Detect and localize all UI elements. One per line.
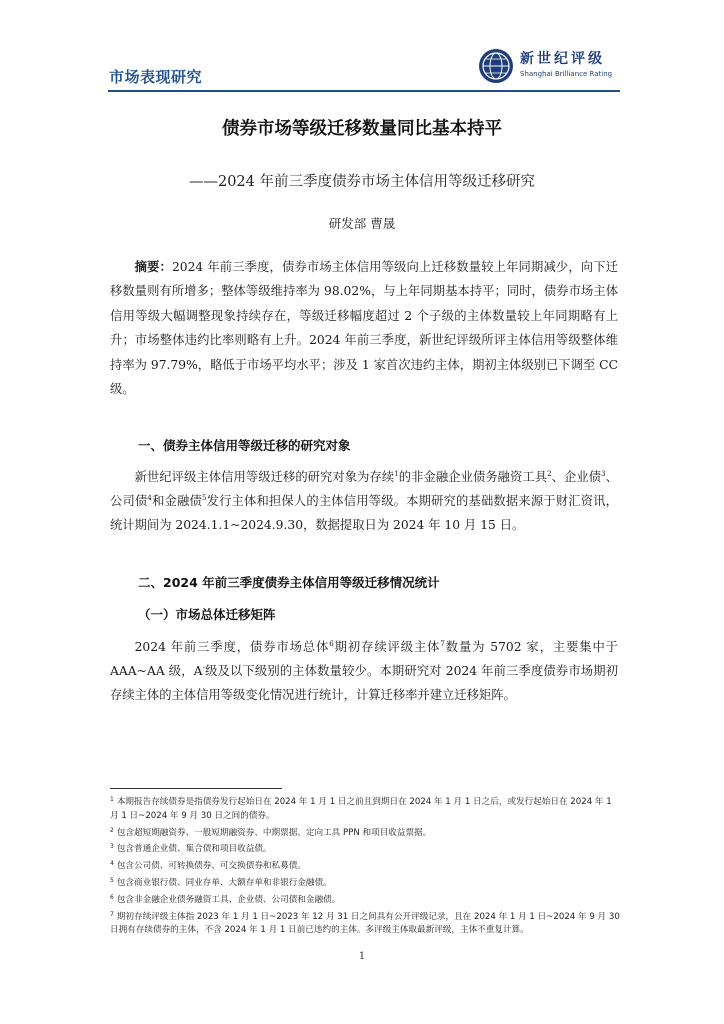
globe-emblem-icon xyxy=(478,48,514,84)
footnote-text: 包含非金融企业债务融资工具、企业债、公司债和金融债。 xyxy=(116,894,341,905)
footnote-text: 期初存续评级主体指 2023 年 1 月 1 日~2023 年 12 月 31 日之间具有公开评级记录，且在 2024 年 1 月 1 日~2024 年 9 月 30 日拥有存续债券的主体，不含 2024 年 1 月 1 日前已违约的主体。多评级主体取最新评级，主体不重复计算。 xyxy=(110,911,620,936)
logo-english-name: Shanghai Brilliance Rating xyxy=(520,70,613,78)
report-subtitle: ——2024 年前三季度债券市场主体信用等级迁移研究 xyxy=(188,174,535,190)
footnote-text: 包含普通企业债、集合债和项目收益债。 xyxy=(116,844,272,855)
text-run: 、企业债 xyxy=(551,470,602,484)
footnote-ref: 6 xyxy=(329,640,334,648)
footnote-divider xyxy=(110,788,282,789)
footnote xyxy=(110,824,620,841)
footnote-ref: 7 xyxy=(440,640,445,648)
text-run: 新世纪评级主体信用等级迁移的研究对象为存续 xyxy=(134,470,395,484)
abstract-text: 2024 年前三季度，债券市场主体信用等级向上迁移数量较上年同期减少，向下迁移数量则有所增多；整体等级维持率为 98.02%，与上年同期基本持平；同时，债券市场主体信用等级大幅调整现象持续存在，等级迁移幅度超过 2 个子级的主体数量较上年同期略有上升；市场整体违约比率则略有上升。2024 年前三季度，新世纪评级所评主体信用等级整体维持率为 97.79%，略低于市场平均水平；涉及 1 家首次违约主体，期初主体级别已下调至 CC 级。 xyxy=(110,260,618,397)
footnote-text: 包含超短期融资券、一般短期融资券、中期票据、定向工具 PPN 和项目收益票据。 xyxy=(116,827,432,838)
footnote-text: 包含公司债、可转换债券、可交换债券和私募债。 xyxy=(116,861,306,872)
footnote xyxy=(110,908,620,939)
footnote-number: 3 xyxy=(110,843,114,851)
report-author: 研发部 曹晟 xyxy=(328,216,396,231)
company-logo xyxy=(478,44,628,88)
subsection-1-heading: （一）市场总体迁移矩阵 xyxy=(138,607,276,622)
footnote-text: 本期报告存续债券是指债券发行起始日在 2024 年 1 月 1 日之前且到期日在 2024 年 1 月 1 日之后，或发行起始日在 2024 年 1 月 1 日~2024 年 9 月 30 日之间的债券。 xyxy=(110,797,612,821)
text-run: 和金融债 xyxy=(151,494,202,509)
text-run: 级及以下级别的主体数量较少。本期研究对 2024 年前三季度债券市场期初存续主体的主体信用等级变化情况进行统计，计算迁移率并建立迁移矩阵。 xyxy=(110,664,618,703)
page-number: 1 xyxy=(358,951,366,962)
footnote-number: 1 xyxy=(110,796,114,803)
text-run: 的非金融企业债务融资工具 xyxy=(398,470,548,484)
footnote-number: 7 xyxy=(110,910,114,918)
superscript-minus: - xyxy=(202,664,205,673)
footnote-ref: 3 xyxy=(601,470,606,478)
report-title: 债券市场等级迁移数量同比基本持平 xyxy=(222,119,502,139)
footnotes xyxy=(110,793,620,938)
section-2-paragraph xyxy=(110,635,618,708)
logo-chinese-name: 新世纪评级 xyxy=(520,51,605,67)
footnote xyxy=(110,891,620,908)
section-1-paragraph xyxy=(110,465,618,538)
footnote-number: 2 xyxy=(110,826,114,834)
text-run: 2024 年前三季度，债券市场总体 xyxy=(134,640,330,654)
abstract xyxy=(110,255,618,401)
report-category: 市场表现研究 xyxy=(109,68,203,86)
section-2-heading: 二、2024 年前三季度债券主体信用等级迁移情况统计 xyxy=(138,575,440,590)
footnote xyxy=(110,874,620,891)
footnote xyxy=(110,840,620,857)
footnote xyxy=(110,793,620,824)
footnote xyxy=(110,857,620,874)
abstract-label: 摘要： xyxy=(134,260,172,274)
text-run: 期初存续评级主体 xyxy=(333,640,441,654)
footnote-number: 4 xyxy=(110,860,114,868)
footnote-text: 包含商业银行债、同业存单、大额存单和非银行金融债。 xyxy=(116,877,332,888)
text-run: 发行主体和担保人的主体信用等级。本期研究的基础数据来源于财汇资讯，统计期间为 2024.1.1~2024.9.30，数据提取日为 2024 年 10 月 15 日。 xyxy=(110,494,618,533)
text-run: 、公司债 xyxy=(110,470,618,509)
header-divider xyxy=(108,90,620,92)
footnote-ref: 1 xyxy=(394,470,399,478)
footnote-ref: 4 xyxy=(147,494,152,503)
footnote-ref: 5 xyxy=(201,494,207,503)
footnote-number: 6 xyxy=(110,893,114,901)
text-run: 数量为 5702 家，主要集中于 AAA~AA 级，A xyxy=(110,640,618,679)
section-1-heading: 一、债券主体信用等级迁移的研究对象 xyxy=(138,438,351,453)
footnote-number: 5 xyxy=(110,876,114,884)
footnote-ref: 2 xyxy=(547,470,552,478)
